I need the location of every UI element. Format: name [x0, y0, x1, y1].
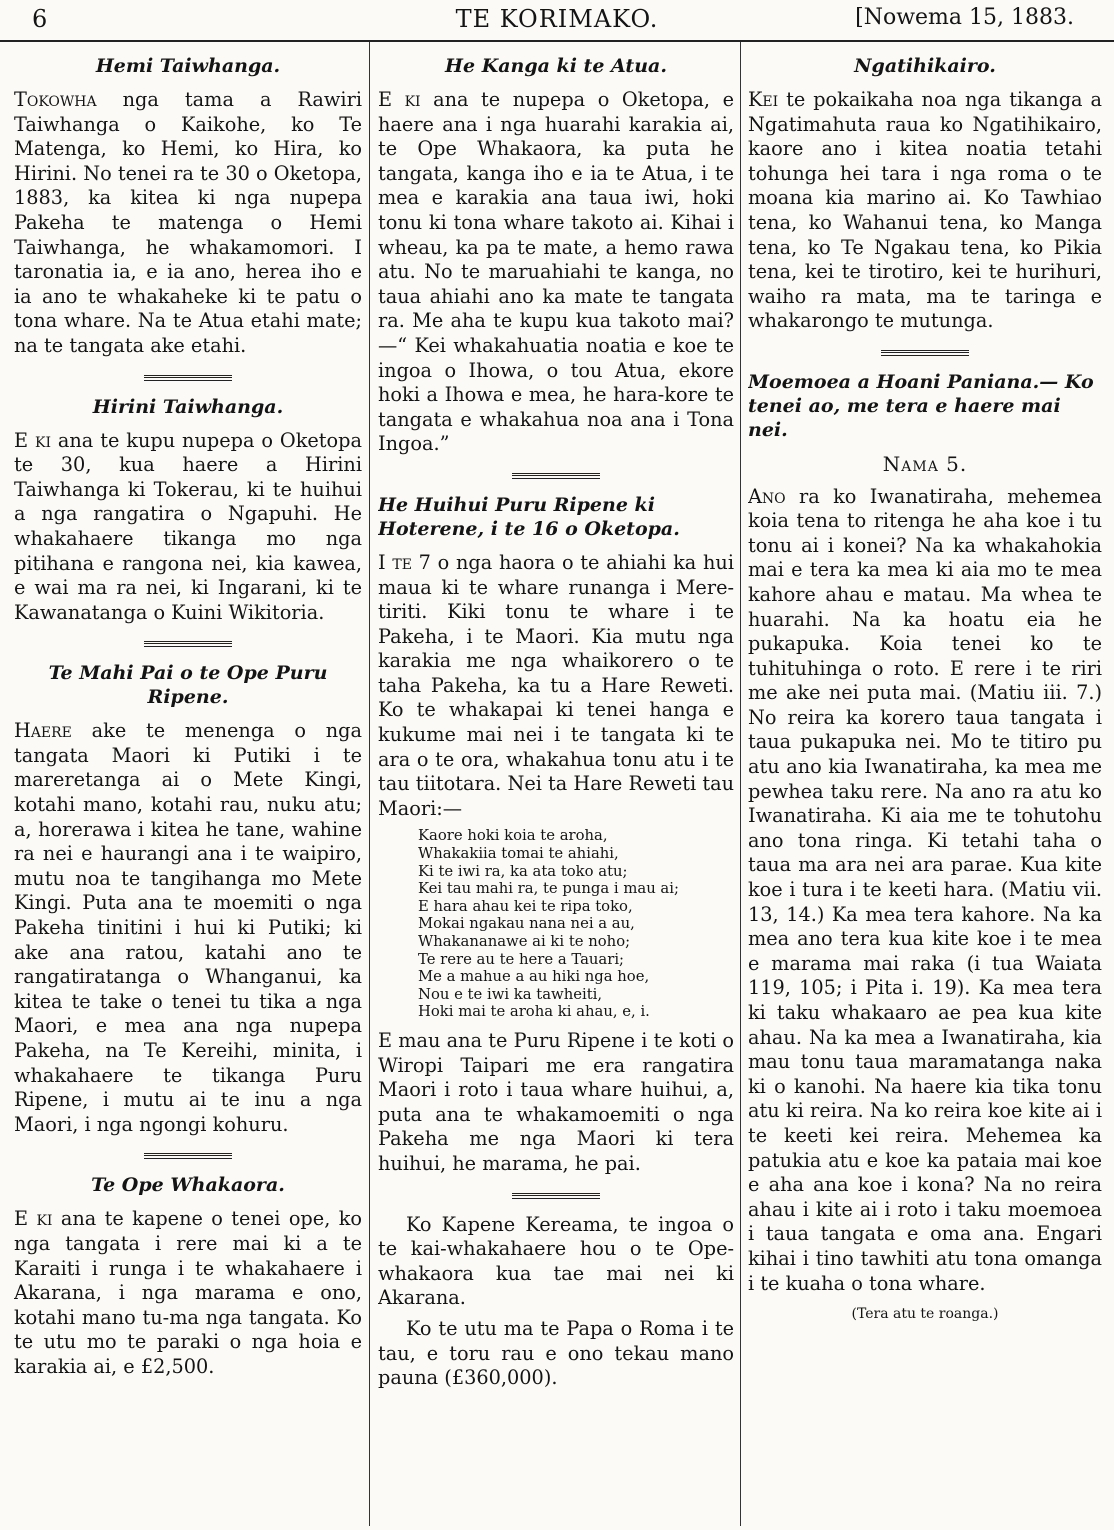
section-divider [144, 641, 232, 647]
article-title: Moemoea a Hoani Paniana.— Ko tenei ao, me tera e haere mai nei. [748, 370, 1094, 441]
column-rule [740, 42, 741, 1526]
section-divider [881, 350, 969, 356]
poem-line: Kei tau mahi ra, te punga i mau ai; [418, 880, 679, 898]
poem-line: Me a mahue a au hiki nga hoe, [418, 968, 650, 986]
poem-line: Ki te iwi ra, ka ata toko atu; [418, 862, 628, 880]
article-body: Ko Kapene Kereama, te ingoa o te kai-whakahaere hou o te Ope-whakaora kua tae mai nei ki Akarana. [378, 1212, 734, 1310]
lead-word: E ki [14, 1207, 53, 1231]
article-body [378, 88, 734, 457]
article-body [14, 1207, 362, 1379]
body-text: te pokaikaha noa nga tikanga a Ngatimahuta raua ko Ngatihikairo, kaore ano i kitea noatia tetahi tohunga hei tara i nga roma o te moana kia marino ai. Ko Tawhiao tena, ko Wahanui tena, ko Manga tena, ko Te Ngakau tena, ko Pikia tena, kei te tirotiro, kei te hurihuri, waiho ra mata, ma te taringa e whakarongo te mutunga. [748, 88, 1102, 333]
body-text: nga tama a Rawiri Taiwhanga o Kaikohe, ko Te Matenga, ko Hemi, ko Hira, ko Hirini. No tenei ra te 30 o Oketopa, 1883, ka kitea ki nga nupepa Pakeha te matenga o Hemi Taiwhanga, he whakamomori. I taronatia ia, e ia ano, herea iho e ia ano te whakaheke ki te patu o tona whare. Na te Atua etahi mate; na te tangata ake etahi. [14, 88, 362, 357]
poem-line: Whakananawe ai ki te noho; [418, 933, 631, 950]
article-title: Te Ope Whakaora. [91, 1174, 285, 1197]
lead-word: Ano [748, 484, 786, 508]
poem-line: Whakakiia tomai te ahiahi, [418, 845, 619, 863]
lead-word: E ki [378, 88, 421, 111]
body-text: ana te nupepa o Oketopa, e haere ana i nga huarahi karakia ai, te Ope Whakaora, ka puta he tangata, kanga iho e ia te Atua, i te mea e karakia ana taua iwi, hoki tonu ki tona whare takoto ai. Kihai i wheau, ka pa te mate, a hemo rawa atu. No te maruahiahi te kanga, no taua ahiahi ano ka mate te tangata ra. Me aha te kupu kua takoto mai?—“ Kei whakahuatia noatia e koe te ingoa o Ihowa, o tou Atua, ekore hoki a Ihowa e mea, he hara-kore te tangata e whakahua noa ana i Tona Ingoa.” [378, 88, 734, 456]
lead-word: E ki [14, 428, 51, 452]
article-body [14, 719, 362, 1137]
body-text: ra ko Iwanatiraha, mehemea koia tena to ritenga he aha koe i tu tonu ai i konei? Na ka whakahokia mai e tera ka mea ki aia mo te mea kahore ahau e matau. Ma whea te huarahi. Na ka hoatu eia he pukapuka. Koia tenei ko te tuhituhinga o roto. E rere i te riri me ake nei puta mai. (Matiu iii. 7.) No reira ka korero taua tangata i taua pukapuka nei. Mo te titiro pu atu ano kia Iwanatiraha, ka mea me pewhea taku rere. Na ano ra atu ko Iwanatiraha. Ki aia me te tohutohu ano tona ringa. Ki tetahi taha o taua ma ara nei ara parae. Kua kite koe i tura i te keeti hara. (Matiu vii. 13, 14.) Ka mea tera kahore. Na ka mea ano tera kua kite koe i te mea e marama mai raka (i tua Waiata 119, 105; i Pita i. 19). Ka mea tera ki taku whakaaro ae pea kua kite ahau. Na ka mea a Iwanatiraha, kia mau tonu taua maramatanga naka ki o kanohi. Na haere kia tika tonu atu ki reira. Na ko reira koe kite ai i te keeti kei reira. Mehemea ka patukia atu e koe ka pataia mai koe e aha ana koe i kona? Na no reira ahau i kite ai i roto i taku moemoea i taua tangata e oma ana. Engari kihai i tino tawhiti atu tona omanga i te kuaha o tona whare. [748, 484, 1102, 1295]
masthead: TE KORIMAKO. [455, 5, 659, 33]
article-title: Hirini Taiwhanga. [92, 395, 284, 418]
column-rule [369, 42, 370, 1526]
article-body [14, 429, 362, 626]
poem-line: Kaore hoki koia te aroha, [418, 827, 608, 845]
article-body: E mau ana te Puru Ripene i te koti o Wiropi Taipari me era rangatira Maori i roto i taua whare huihui, a, puta ana te whakamoemiti o nga Pakeha me nga Maori ki tera huihui, he marama, he pai. [378, 1028, 734, 1175]
lead-word: Haere [14, 719, 72, 743]
page-number: 6 [32, 5, 48, 33]
poem-line: E hara ahau kei te ripa toko, [418, 897, 633, 915]
article-body [378, 551, 734, 822]
body-text: 7 o nga haora o te ahiahi ka hui maua ki te whare runanga i Mere-tiriti. Kiki tonu te whare i te Pakeha, i te Maori. Kia mutu nga karakia me nga whaikorero o te taha Pakeha, ka tu a Hare Reweti. Ko te whakapai ki tenei hanga e kukume mai nei i te tangata ki te ara o te ora, whakahua tonu atu i te tau tiitotara. Nei ta Hare Reweti tau Maori:— [378, 550, 734, 820]
continued-note: (Tera atu te roanga.) [851, 1306, 999, 1323]
section-divider [512, 473, 600, 479]
lead-word: Tokowha [14, 88, 97, 111]
section-divider [144, 375, 232, 381]
article-title: Ngatihikairo. [854, 55, 996, 77]
section-divider [512, 1193, 600, 1199]
section-divider [144, 1153, 232, 1159]
poem-line: Mokai ngakau nana nei a au, [418, 915, 635, 933]
column-2 [378, 46, 734, 1526]
article-title: Te Mahi Pai o te Ope Puru Ripene. [48, 662, 328, 709]
page-header [0, 0, 1114, 42]
article-title: He Huihui Puru Ripene ki Hoterene, i te 16 o Oketopa. [378, 493, 680, 540]
article-body [14, 88, 362, 359]
article-body: Ko te utu ma te Papa o Roma i te tau, e toru rau e ono tekau mano pauna (£360,000). [378, 1316, 734, 1390]
article-title: He Kanga ki te Atua. [445, 55, 667, 77]
poem-line: Hoki mai te aroha ki ahau, e, i. [418, 1003, 650, 1021]
article-body [748, 485, 1102, 1297]
article-subtitle: Nama 5. [882, 451, 968, 476]
issue-date: [Nowema 15, 1883. [855, 5, 1074, 30]
body-text: ake te menenga o nga tangata Maori ki Putiki i te mareretanga ai o Mete Kingi, kotahi mano, kotahi rau, nuku atu; a, horerawa i kitea he tane, wahine ra nei e haurangi ana i te waipiro, mutu noa te tangihanga mo Mete Kingi. Puta ana te moemiti o nga Pakeha tinitini i hui ki Putiki; ki ake ana ratou, katahi ano te rangatiratanga o Whanganui, ka kitea te take o tenei tu tika a nga Maori, e mea ana nga nupepa Pakeha, na Te Kereihi, minita, i whakahaere te tikanga Puru Ripene, i mutu ai te inu a nga Maori, i nga ngongi kohuru. [14, 719, 362, 1136]
lead-word: I te [378, 550, 412, 574]
poem-line: Te rere au te here a Tauari; [418, 950, 625, 968]
article-title: Hemi Taiwhanga. [95, 55, 281, 77]
body-text: ana te kupu nupepa o Oketopa te 30, kua haere a Hirini Taiwhanga ki Tokerau, ki te huihui a nga rangatira o Ngapuhi. He whakahaere tikanga mo nga pitihana e rangona nei, kia kawea, e wai ma ra nei, ki Ingarani, ki te Kawanatanga o Kuini Wikitoria. [14, 428, 362, 624]
column-1 [14, 46, 362, 1526]
poem-line: Nou e te iwi ka tawheiti, [418, 985, 603, 1003]
article-body [748, 88, 1102, 334]
body-text: ana te kapene o tenei ope, ko nga tangata i rere mai ki a te Karaiti i runga i te whakahaere i Akarana, i nga marama e ono, kotahi mano tu-ma nga tangata. Ko te utu mo te paraki o nga hoia e karakia ai, e £2,500. [14, 1207, 362, 1378]
lead-word: Kei [748, 88, 779, 111]
column-3 [748, 46, 1102, 1526]
poem [418, 827, 734, 1021]
